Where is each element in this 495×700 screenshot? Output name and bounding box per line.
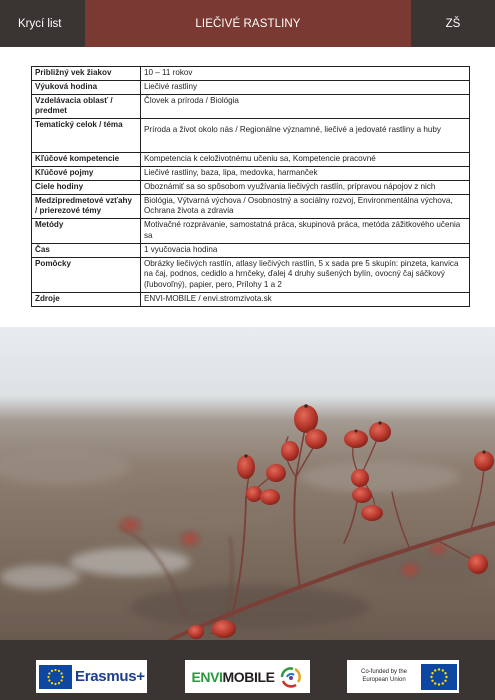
- cover-sheet-table: [31, 66, 470, 307]
- envimobile-swirl-icon: [278, 664, 304, 690]
- envimobile-label: [191, 669, 274, 685]
- table-row: [32, 119, 470, 153]
- table-row: [32, 166, 470, 180]
- cofunded-eu-logo: [347, 660, 459, 693]
- row-key: Tematický celok / téma: [32, 119, 141, 153]
- row-value: Liečivé rastliny: [141, 80, 470, 94]
- table-row: [32, 257, 470, 292]
- cofunded-label: Co-funded by the European Union: [360, 669, 408, 683]
- row-key: Metódy: [32, 219, 141, 244]
- row-value: 1 vyučovacia hodina: [141, 243, 470, 257]
- table-row: [32, 243, 470, 257]
- page-title: LIEČIVÉ RASTLINY: [85, 0, 411, 47]
- table-row: [32, 180, 470, 194]
- row-value: Obrázky liečivých rastlín, atlasy liečivých rastlín, 5 x sada pre 5 skupín: pinzeta, kanvica na čaj, podnos, cedidlo a hrnčeky, ďalej 4 druhy sušených bylín, ovocný čaj sáčkový (ľubovoľný), papier, pero, Prílohy 1 a 2: [141, 257, 470, 292]
- table-row: [32, 153, 470, 167]
- row-value: Motivačné rozprávanie, samostatná práca, skupinová práca, metóda zážitkového učenia sa: [141, 219, 470, 244]
- envimobile-logo: [185, 660, 310, 693]
- row-key: Kľúčové pojmy: [32, 166, 141, 180]
- row-value: Liečivé rastliny, baza, lipa, medovka, harmanček: [141, 166, 470, 180]
- row-value: Príroda a život okolo nás / Regionálne významné, liečivé a jedovaté rastliny a huby: [141, 119, 470, 153]
- row-key: Výuková hodina: [32, 80, 141, 94]
- row-key: Pomôcky: [32, 257, 141, 292]
- page-header: [0, 0, 495, 47]
- header-left-label: Krycí list: [0, 0, 85, 47]
- row-key: Kľúčové kompetencie: [32, 153, 141, 167]
- rosehip-photo: [0, 327, 495, 640]
- erasmus-label: Erasmus+: [75, 668, 145, 685]
- mobile-label: MOBILE: [222, 668, 275, 685]
- row-value: Oboznámiť sa so spôsobom využívania liečivých rastlín, prípravou nápojov z nich: [141, 180, 470, 194]
- table-row: [32, 292, 470, 306]
- row-value: 10 – 11 rokov: [141, 67, 470, 81]
- table-row: [32, 67, 470, 81]
- table-row: [32, 80, 470, 94]
- row-key: Vzdelávacia oblasť / predmet: [32, 94, 141, 119]
- row-key: Čas: [32, 243, 141, 257]
- row-key: Ciele hodiny: [32, 180, 141, 194]
- row-key: Zdroje: [32, 292, 141, 306]
- page-footer: [0, 640, 495, 700]
- eu-flag-icon: [421, 664, 457, 690]
- erasmus-logo: [36, 660, 147, 693]
- envi-label: ENVI: [191, 668, 223, 685]
- table-row: [32, 94, 470, 119]
- row-value: Kompetencia k celoživotnému učeniu sa, Kompetencie pracovné: [141, 153, 470, 167]
- row-key: Medzipredmetové vzťahy / prierezové témy: [32, 194, 141, 219]
- row-key: Približný vek žiakov: [32, 67, 141, 81]
- row-value: Človek a príroda / Biológia: [141, 94, 470, 119]
- table-row: [32, 219, 470, 244]
- table-row: [32, 194, 470, 219]
- row-value: ENVI-MOBILE / envi.stromzivota.sk: [141, 292, 470, 306]
- row-value: Biológia, Výtvarná výchova / Osobnostný a sociálny rozvoj, Environmentálna výchova, Ochrana života a zdravia: [141, 194, 470, 219]
- eu-flag-icon: [39, 665, 72, 689]
- header-right-label: ZŠ: [411, 0, 495, 47]
